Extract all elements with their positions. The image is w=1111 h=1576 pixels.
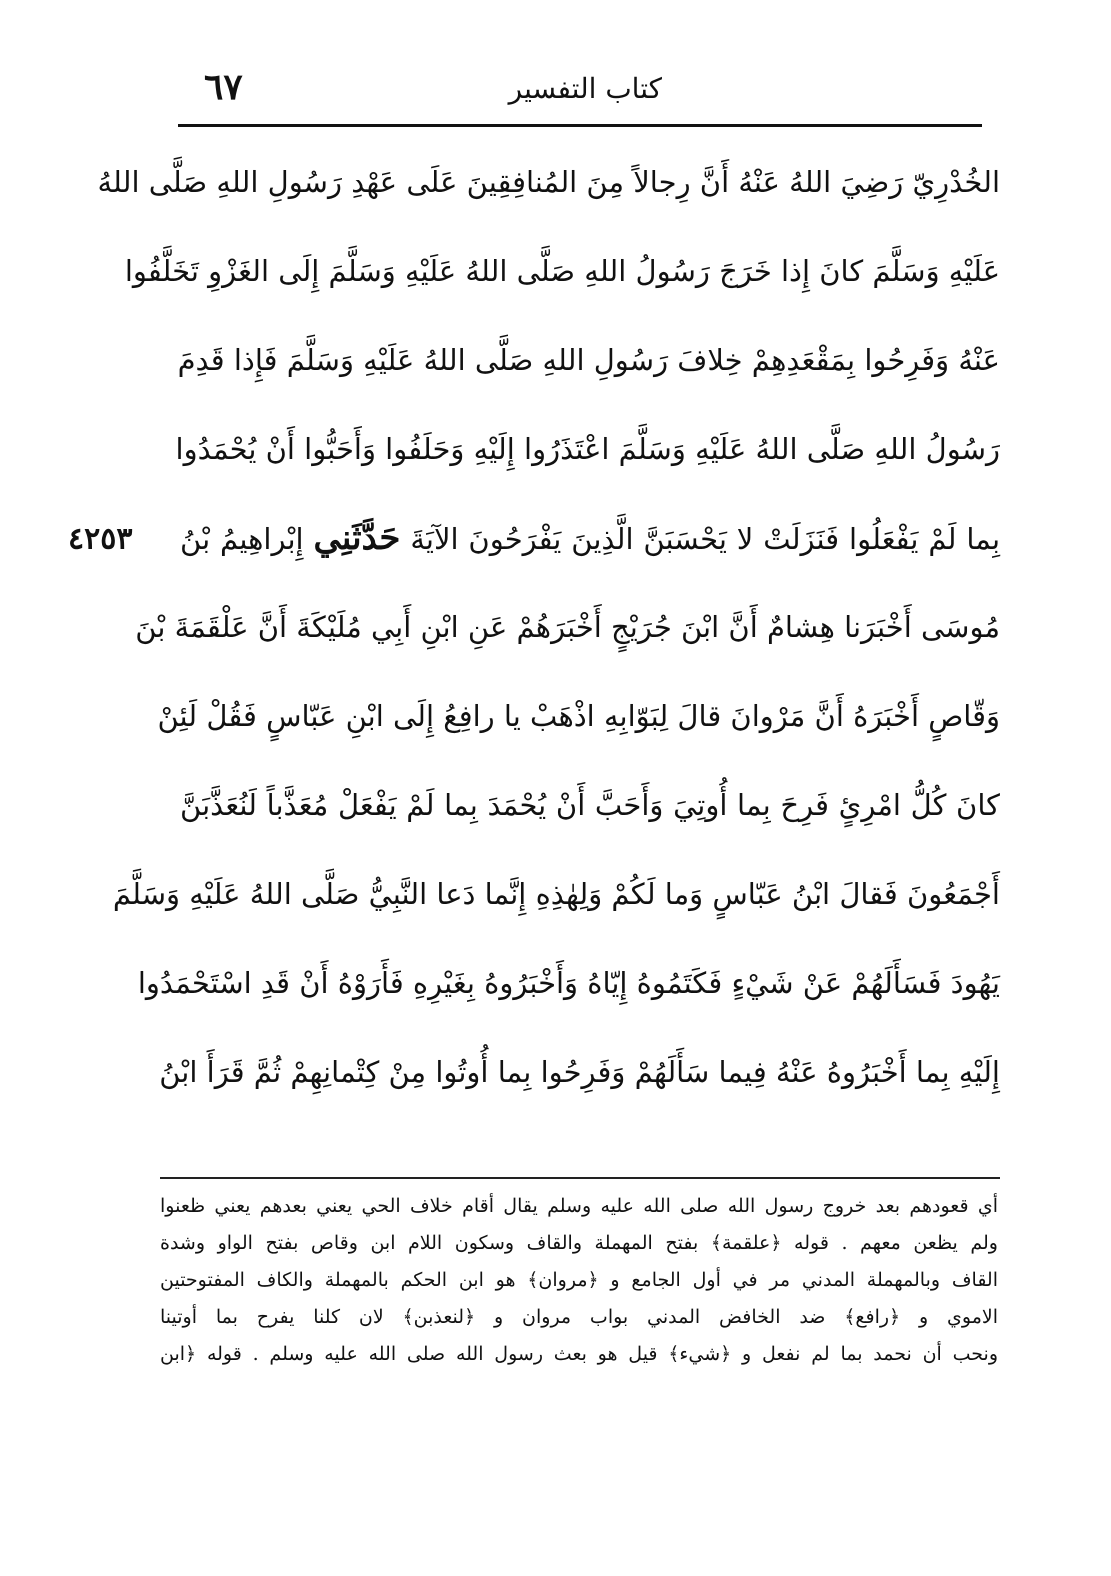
- text-line-5-start: بِما لَمْ يَفْعَلُوا فَنَزَلَتْ لا يَحْسَبَنَّ الَّذِينَ يَفْرَحُونَ الآيَةَ: [410, 522, 1001, 557]
- text-line-7: [140, 672, 1000, 761]
- text-line-3: [140, 316, 1000, 405]
- text-line-2: [124, 227, 1000, 316]
- footnote-line-5: ونحب أن نحمد بما لم نفعل و ﴿شيء﴾ قيل هو بعث رسول الله صلى الله عليه وسلم . قوله ﴿ابن: [160, 1343, 998, 1365]
- text-line-10-content: يَهُودَ فَسَأَلَهُمْ عَنْ شَيْءٍ فَكَتَمُوهُ إِيّاهُ وَأَخْبَرُوهُ بِغَيْرِهِ فَأَرَوْهُ أَنْ قَدِ اسْتَحْمَدُوا: [137, 966, 1000, 1001]
- text-line-2-content: عَلَيْهِ وَسَلَّمَ كانَ إِذا خَرَجَ رَسُولُ اللهِ صَلَّى اللهُ عَلَيْهِ وَسَلَّمَ إِلَى الغَزْوِ تَخَلَّفُوا: [124, 254, 1000, 289]
- text-line-7-content: وَقّاصٍ أَخْبَرَهُ أَنَّ مَرْوانَ قالَ لِبَوّابِهِ اذْهَبْ يا رافِعُ إِلَى ابْنِ عَبّاسٍ فَقُلْ لَئِنْ: [157, 699, 1000, 734]
- hadith-number: ٤٢٥٣: [68, 521, 133, 556]
- footnote-line-1: أي قعودهم بعد خروج رسول الله صلى الله عليه وسلم يقال أقام خلاف الحي يعني بعدهم يعني ظعنوا: [160, 1195, 998, 1217]
- text-line-1: [97, 138, 1000, 227]
- text-line-1-content: الخُدْرِيّ رَضِيَ اللهُ عَنْهُ أَنَّ رِجالاً مِنَ المُنافِقِينَ عَلَى عَهْدِ رَسُولِ اللهِ صَلَّى اللهُ: [97, 165, 1000, 200]
- text-line-4: [140, 405, 1000, 494]
- footnotes: [160, 1188, 998, 1373]
- footnote-line-2: ولم يظعن معهم . قوله ﴿علقمة﴾ بفتح المهملة والقاف وسكون اللام ابن وقاص بفتح الواو وشدة: [160, 1232, 998, 1254]
- footnote-line-4: الاموي و ﴿رافع﴾ ضد الخافض المدني بواب مروان و ﴿لنعذبن﴾ لان كلنا يفرح بما أوتينا: [160, 1306, 998, 1328]
- text-line-8: [140, 761, 1000, 850]
- main-text: [68, 138, 1001, 1117]
- page-number: ٦٧: [204, 66, 243, 108]
- text-line-4-content: رَسُولُ اللهِ صَلَّى اللهُ عَلَيْهِ وَسَلَّمَ اعْتَذَرُوا إِلَيْهِ وَحَلَفُوا وَأَحَبُّوا أَنْ يُحْمَدُوا: [175, 432, 1000, 467]
- text-line-8-content: كانَ كُلُّ امْرِئٍ فَرِحَ بِما أُوتِيَ وَأَحَبَّ أَنْ يُحْمَدَ بِما لَمْ يَفْعَلْ مُعَذَّباً لَنُعَذَّبَنَّ: [180, 788, 1000, 823]
- text-line-5: [68, 494, 1001, 583]
- text-line-6: [135, 583, 1000, 672]
- header-rule: [178, 124, 982, 127]
- footnote-rule: [160, 1177, 1000, 1179]
- text-line-6-content: مُوسَى أَخْبَرَنا هِشامٌ أَنَّ ابْنَ جُرَيْجٍ أَخْبَرَهُمْ عَنِ ابْنِ أَبِي مُلَيْكَةَ أَنَّ عَلْقَمَةَ بْنَ: [135, 610, 1000, 645]
- text-line-3-content: عَنْهُ وَفَرِحُوا بِمَقْعَدِهِمْ خِلافَ رَسُولِ اللهِ صَلَّى اللهُ عَلَيْهِ وَسَلَّمَ فَإِذا قَدِمَ: [177, 343, 1000, 378]
- text-line-11-content: إِلَيْهِ بِما أَخْبَرُوهُ عَنْهُ فِيما سَأَلَهُمْ وَفَرِحُوا بِما أُوتُوا مِنْ كِتْمانِهِمْ ثُمَّ قَرَأَ ابْنُ: [159, 1055, 1000, 1090]
- running-title: كتاب التفسير: [508, 72, 662, 105]
- text-line-10: [137, 939, 1000, 1028]
- footnote-line-3: القاف وبالمهملة المدني مر في أول الجامع و ﴿مروان﴾ هو ابن الحكم بالمهملة والكاف المفتوحتين: [160, 1269, 998, 1291]
- text-line-11: [140, 1028, 1000, 1117]
- text-line-9: [112, 850, 1000, 939]
- haddathani-marker: حَدَّثَنِي: [313, 518, 401, 559]
- text-line-5-content: [140, 518, 1000, 559]
- page-header: [178, 62, 982, 126]
- text-line-5-end: إِبْراهِيمُ بْنُ: [180, 522, 304, 557]
- text-line-9-content: أَجْمَعُونَ فَقالَ ابْنُ عَبّاسٍ وَما لَكُمْ وَلِهٰذِهِ إِنَّما دَعا النَّبِيُّ صَلَّى اللهُ عَلَيْهِ وَسَلَّمَ: [112, 877, 1000, 912]
